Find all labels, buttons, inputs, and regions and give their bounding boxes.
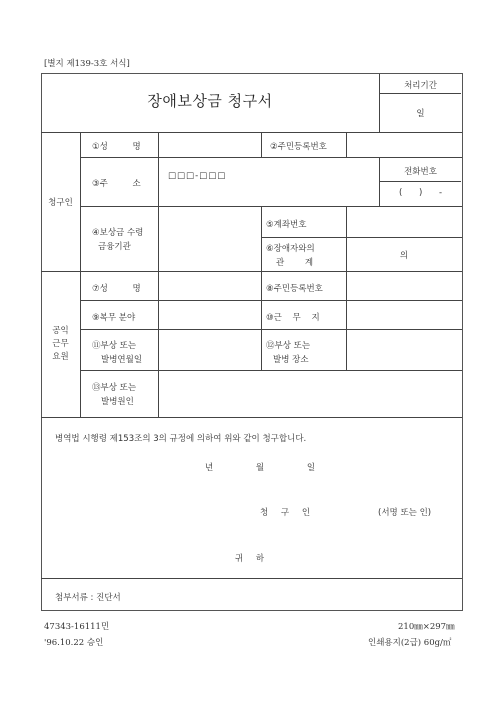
injury-date-label-2: 발병연월일 (101, 355, 143, 365)
form-number-tag: [별지 제139-3호 서식] (44, 59, 130, 69)
officer-name-field[interactable] (159, 272, 260, 299)
injury-date-field[interactable] (159, 330, 260, 369)
claimant-address-field[interactable] (159, 158, 378, 205)
declaration-statement: 병역법 시행령 제153조의 3의 규정에 의하여 위와 같이 청구합니다. (55, 434, 307, 444)
claimant-section-label: 청구인 (48, 198, 73, 208)
officer-name-label: ⑦성 명 (92, 284, 141, 294)
signature-note[interactable]: (서명 또는 인) (378, 508, 432, 518)
claimant-resident-no-field[interactable] (347, 133, 460, 156)
form-code: 47343-16111민 (44, 622, 110, 632)
addressee: 귀 하 (235, 554, 265, 564)
injury-place-label-2: 발병 장소 (273, 355, 309, 365)
paper-size: 210㎜×297㎜ (398, 622, 455, 632)
injury-place-field[interactable] (347, 330, 460, 369)
officer-section-label-3: 요원 (52, 352, 69, 362)
relation-label-1: ⑥장애자와의 (266, 244, 315, 254)
claimant-address-label: ③주 소 (92, 179, 141, 189)
workplace-field[interactable] (347, 301, 460, 328)
service-field-label: ⑨복무 분야 (92, 313, 136, 323)
phone-label: 전화번호 (404, 167, 437, 177)
cause-field[interactable] (159, 371, 460, 416)
relation-label-2: 관 계 (276, 258, 314, 268)
claimant-resident-no-label: ②주민등록번호 (270, 142, 327, 152)
form-title: 장애보상금 청구서 (147, 92, 273, 110)
claimant-name-label: ①성 명 (92, 142, 141, 152)
injury-date-label-1: ⑪부상 또는 (92, 341, 137, 351)
cause-label-1: ⑬부상 또는 (92, 383, 137, 393)
officer-resident-no-label: ⑧주민등록번호 (266, 284, 323, 294)
officer-resident-no-field[interactable] (347, 272, 460, 299)
account-number-field[interactable] (347, 207, 460, 236)
paper-type: 인쇄용지(2급) 60g/㎡ (368, 638, 452, 648)
bank-label-2: 금융기관 (98, 242, 131, 252)
workplace-label: ⑩근 무 지 (266, 313, 320, 323)
date-line[interactable]: 년 월 일 (205, 463, 316, 473)
officer-section-label-1: 공익 (52, 326, 69, 336)
account-number-label: ⑤계좌번호 (266, 220, 307, 230)
phone-field[interactable]: ( ) - (398, 188, 443, 198)
attachments-note: 첨부서류 : 진단서 (55, 593, 121, 603)
claimant-signature-label: 청 구 인 (260, 508, 311, 518)
bank-label-1: ④보상금 수령 (92, 228, 144, 238)
officer-section-label-2: 근무 (52, 339, 69, 349)
processing-period-label: 처리기간 (404, 81, 437, 91)
service-field-input[interactable] (159, 301, 260, 328)
processing-period-value: 일 (416, 109, 425, 119)
approval-date: '96.10.22 승인 (44, 638, 104, 648)
injury-place-label-1: ⑫부상 또는 (266, 341, 311, 351)
claimant-name-field[interactable] (159, 133, 260, 156)
cause-label-2: 발병원인 (101, 397, 134, 407)
postal-code-boxes: □□□-□□□ (168, 171, 227, 181)
relation-value[interactable]: 의 (399, 251, 409, 261)
bank-field[interactable] (159, 207, 260, 270)
